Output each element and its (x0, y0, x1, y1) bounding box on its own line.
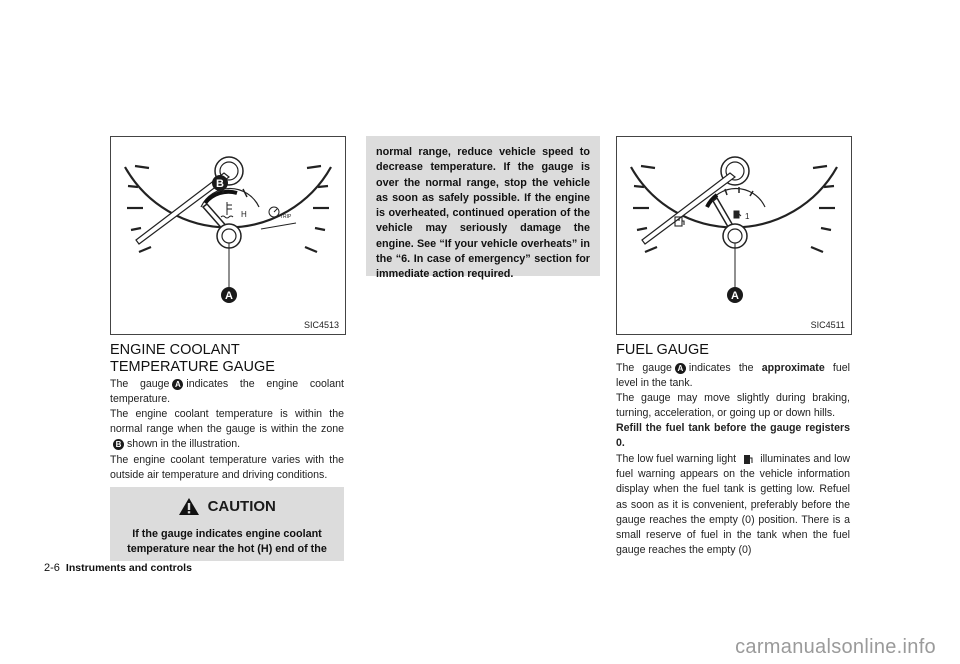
page-number: 2-6 (44, 562, 60, 574)
fuel-paragraph-3: Refill the fuel tank before the gauge registers 0. (616, 422, 850, 450)
section-heading-fuel: FUEL GAUGE (616, 342, 709, 358)
marker-b: B (113, 439, 124, 450)
caution-text: If the gauge indicates engine coolant temperature near the hot (H) end of the (127, 528, 327, 555)
full-mark-label: 1 (745, 212, 750, 221)
watermark: carmanualsonline.info (735, 636, 936, 658)
caution-continued-box (366, 136, 600, 281)
section-heading-coolant: ENGINE COOLANT TEMPERATURE GAUGE (110, 342, 275, 375)
figure-callout-a: A (225, 290, 233, 302)
coolant-gauge-figure (110, 136, 346, 335)
fuel-paragraph-4: The low fuel warning light illuminates and low fuel warning appears on the vehicle information display when the fuel tank is getting low. Refuel as soon as it is convenient, preferably before the gauge reaches the empty (0) position. There is a small reserve of fuel in the tank when the fuel gauge reaches the empty (0) (616, 453, 850, 557)
figure-code: SIC4511 (810, 320, 845, 330)
coolant-gauge-illustration (111, 137, 345, 334)
caution-title: CAUTION (207, 498, 276, 515)
trip-label: TRIP (280, 214, 292, 220)
caution-box (110, 487, 344, 561)
figure-code: SIC4513 (303, 320, 339, 330)
section-name: Instruments and controls (65, 562, 192, 574)
marker-a: A (172, 379, 183, 390)
coolant-paragraph-1: The gauge A indicates the engine coolant temperature. (110, 378, 344, 406)
fuel-gauge-figure (616, 136, 852, 335)
warning-triangle-icon (178, 497, 200, 516)
caution-heading (110, 497, 344, 516)
coolant-paragraph-2: The engine coolant temperature is within the normal range when the gauge is within the zoneB shown in the illustration. (110, 408, 344, 451)
figure-callout-a: A (731, 290, 739, 302)
fuel-gauge-illustration (617, 137, 851, 334)
low-fuel-warning-icon (742, 453, 754, 465)
fuel-paragraph-2: The gauge may move slightly during braking, turning, acceleration, or going up or down hills. (616, 392, 850, 420)
hot-mark-label: H (241, 210, 247, 219)
coolant-temp-icon (221, 202, 233, 218)
caution-continued-text: normal range, reduce vehicle speed to decrease temperature. If the gauge is over the normal range, stop the vehicle as soon as safely possible. If the engine is overheated, continued operation of the vehicle may seriously damage the engine. See “If your vehicle overheats” in the “6. In case of emergency” section for immediate action required. (376, 146, 590, 281)
figure-callout-b: B (216, 178, 224, 190)
fuel-paragraph-1: The gauge A indicates the approximate fuel level in the tank. (616, 362, 850, 390)
coolant-paragraph-3: The engine coolant temperature varies with the outside air temperature and driving conditions. (110, 454, 344, 482)
marker-a: A (675, 363, 686, 374)
page-footer (44, 562, 192, 574)
